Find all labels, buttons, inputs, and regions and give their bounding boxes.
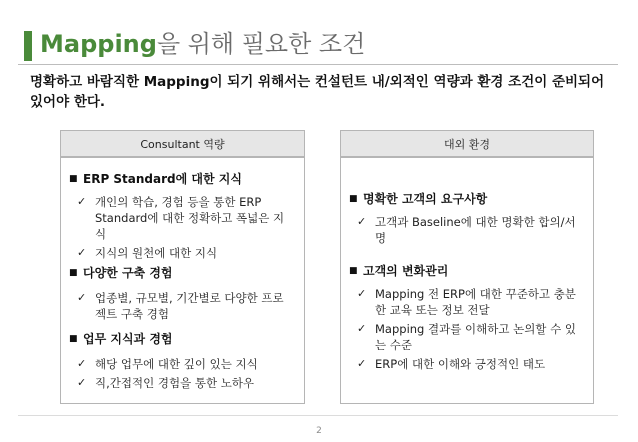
check-icon: ✓	[77, 357, 87, 370]
list-item	[349, 356, 583, 372]
square-bullet-icon: ■	[69, 174, 78, 184]
check-icon: ✓	[77, 376, 87, 389]
check-icon: ✓	[77, 195, 87, 208]
title-highlight: Mapping	[40, 30, 157, 58]
subtitle: 명확하고 바람직한 Mapping이 되기 위해서는 컨설턴트 내/외적인 역량과 환경 조건이 준비되어 있어야 한다.	[30, 74, 605, 110]
left-section-3	[69, 330, 294, 391]
list-item-text: Mapping 결과를 이해하고 논의할 수 있는 수준	[375, 322, 576, 352]
section-title-text: 명확한 고객의 요구사항	[363, 192, 488, 206]
title-rest: 을 위해 필요한 조건	[156, 30, 366, 58]
left-section-1	[69, 170, 294, 261]
section-title	[69, 264, 294, 282]
right-panel-header: 대외 환경	[340, 130, 594, 157]
list-item	[69, 375, 294, 391]
section-title	[349, 262, 583, 280]
section-title-text: 고객의 변화관리	[363, 264, 449, 278]
page-number: 2	[316, 426, 322, 436]
square-bullet-icon: ■	[349, 266, 358, 276]
right-panel	[340, 157, 594, 404]
section-title-text: ERP Standard에 대한 지식	[83, 172, 242, 186]
list-item	[349, 214, 583, 246]
list-item-text: ERP에 대한 이해와 긍정적인 태도	[375, 357, 546, 371]
footer-divider	[18, 415, 618, 416]
check-icon: ✓	[77, 246, 87, 259]
section-title	[69, 170, 294, 188]
list-item-text: 지식의 원천에 대한 지식	[95, 246, 218, 260]
section-title-text: 다양한 구축 경험	[83, 266, 173, 280]
list-item	[69, 356, 294, 372]
check-icon: ✓	[357, 215, 367, 228]
square-bullet-icon: ■	[69, 268, 78, 278]
right-section-2	[349, 262, 583, 372]
section-title-text: 업무 지식과 경험	[83, 332, 173, 346]
left-section-2	[69, 264, 294, 322]
list-item	[69, 194, 294, 242]
list-item	[69, 245, 294, 261]
list-item	[349, 286, 583, 318]
list-item	[69, 290, 294, 322]
list-item-text: 직,간접적인 경험을 통한 노하우	[95, 376, 255, 390]
section-title	[69, 330, 294, 348]
list-item-text: 고객과 Baseline에 대한 명확한 합의/서명	[375, 215, 576, 245]
list-item-text: 해당 업무에 대한 깊이 있는 지식	[95, 357, 258, 371]
check-icon: ✓	[357, 287, 367, 300]
section-title	[349, 190, 583, 208]
list-item-text: 업종별, 규모별, 기간별로 다양한 프로젝트 구축 경험	[95, 291, 284, 321]
square-bullet-icon: ■	[349, 194, 358, 204]
title-accent-bar	[24, 31, 32, 61]
check-icon: ✓	[357, 322, 367, 335]
list-item-text: Mapping 전 ERP에 대한 꾸준하고 충분한 교육 또는 정보 전달	[375, 287, 576, 317]
right-section-1	[349, 190, 583, 246]
check-icon: ✓	[357, 357, 367, 370]
list-item	[349, 321, 583, 353]
left-panel	[60, 157, 305, 404]
square-bullet-icon: ■	[69, 334, 78, 344]
left-panel-header: Consultant 역량	[60, 130, 305, 157]
check-icon: ✓	[77, 291, 87, 304]
title-divider	[18, 64, 618, 65]
slide-title	[40, 27, 365, 61]
list-item-text: 개인의 학습, 경험 등을 통한 ERP Standard에 대한 정확하고 폭넓은 지식	[95, 195, 285, 241]
